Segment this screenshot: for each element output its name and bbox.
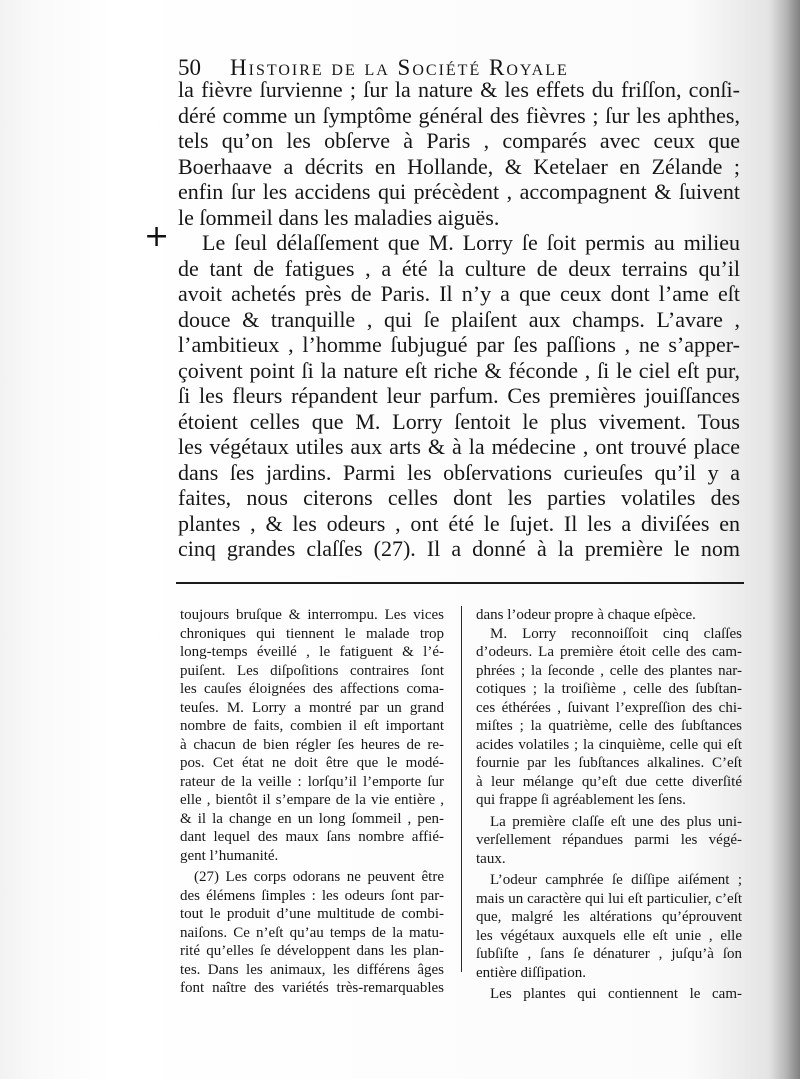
footnote-column-right [476, 606, 742, 1004]
footnote-line: acides volatiles ; la cinquième, celle qui eſt [476, 736, 742, 753]
footnote-line: teuſes. M. Lorry a montré par un grand [180, 699, 444, 716]
main-text-line: déré comme un ſymptôme général des fièvres ; ſur les aphthes, [178, 102, 740, 128]
footnote-line: d’odeurs. La première étoit celle des cam- [476, 644, 742, 660]
footnote-line: entière diſſipation. [476, 964, 586, 981]
footnote-line: & il la change en un long ſommeil , pen- [180, 810, 444, 827]
handwritten-cross-mark: + [144, 219, 170, 254]
footnote-line: fournie par les ſubſtances alkalines. C’eſt [476, 755, 742, 771]
footnote-separator-rule [176, 582, 744, 584]
main-text-line: de tant de fatigues , a été la culture de deux terrains qu’il [178, 255, 740, 281]
column-divider [461, 606, 462, 972]
main-text-line: cinq grandes claſſes (27). Il a donné à la première le nom [178, 536, 740, 561]
footnote-line: naiſons. Ce n’eſt qu’au temps de la matu- [180, 924, 444, 941]
footnote-line: taux. [476, 850, 506, 867]
main-text-line: enfin ſur les accidens qui précèdent , accompagnent & ſuivent [178, 179, 740, 204]
footnote-line: dans l’odeur propre à chaque eſpèce. [476, 607, 696, 623]
footnote-line: qui frappe ſi agréablement les ſens. [476, 792, 686, 808]
footnote-line: L’odeur camphrée ſe diſſipe aiſément ; [490, 872, 742, 888]
footnote-line: rateur de la veille : lorſqu’il l’emporte ſur [180, 773, 444, 790]
main-text-line: les végétaux utiles aux arts & à la médecine , ont trouvé place [178, 434, 740, 459]
footnote-line: chroniques qui tiennent le malade trop [180, 625, 444, 642]
footnote-line: tes. Dans les animaux, les différens âges [180, 961, 444, 978]
main-text-line: Le ſeul délaſſement que M. Lorry ſe ſoit permis au milieu [202, 230, 740, 255]
footnote-line: à chacun de bien régler ſes heures de re- [180, 736, 444, 753]
page-gutter-shadow [770, 0, 800, 1079]
footnote-line: La première claſſe eſt une des plus uni- [490, 813, 742, 830]
footnote-line: toujours bruſque & interrompu. Les vices [180, 607, 444, 623]
footnote-line: font naître des variétés très-remarquables [180, 980, 444, 996]
footnote-line: pos. Cet état ne doit être que le modé- [180, 755, 444, 771]
footnote-line: à leur mélange qu’eſt due cette diverſité [476, 773, 742, 790]
footnote-line: ſubſiſte , ſans ſe dénaturer , juſqu’à ſon [476, 946, 742, 962]
footnote-line: miſtes ; la quatrième, celle des ſubſtances [476, 718, 742, 734]
footnote-line: puiſent. Les diſpoſitions contraires ſont [180, 662, 444, 679]
main-text-line: dans ſes jardins. Parmi les obſervations curieuſes qu’il y a [178, 459, 740, 485]
footnote-line: elle , bientôt il s’empare de la vie entière , [180, 792, 444, 808]
main-text-line: le ſommeil dans les maladies aiguës. [178, 204, 500, 230]
footnote-line: cotiques ; la troiſième , celle des ſubſtan- [476, 681, 742, 697]
main-text-line: étoient celles que M. Lorry ſentoit le plus vivement. Tous [178, 408, 740, 434]
running-title: Histoire de la Société Royale [230, 55, 569, 80]
page-number: 50 [178, 55, 201, 80]
main-text-line: la fièvre ſurvienne ; ſur la nature & les effets du friſſon, conſi- [178, 77, 740, 102]
footnote-line: verſellement répandues parmi les végé- [476, 832, 742, 848]
footnote-line: dant lequel des maux ſans nombre affié- [180, 829, 444, 845]
footnote-line: les végétaux auxquels elle eſt unie , elle [476, 927, 742, 944]
main-text-line: l’ambitieux , l’homme ſubjugué par ſes paſſions , ne s’apper- [178, 332, 740, 357]
footnote-line: phrées ; la ſeconde , celle des plantes nar- [476, 662, 742, 679]
main-text-block [178, 77, 740, 562]
footnote-column-left [180, 606, 444, 998]
main-text-line: çoivent point ſi la nature eſt riche & féconde , ſi le ciel eſt pur, [178, 357, 740, 383]
main-text-line: avoit achetés près de Paris. Il n’y a que ceux dont l’ame eſt [178, 281, 740, 306]
main-text-line: plantes , & les odeurs , ont été le ſujet. Il les a diviſées en [178, 510, 740, 536]
footnote-line: tout le produit d’une multitude de combi- [180, 906, 444, 922]
footnote-line: mais un caractère qui lui eſt particulier, c’eſt [476, 890, 742, 907]
main-text-line: ſi les fleurs répandent leur parfum. Ces premières jouiſſances [178, 383, 740, 408]
footnote-line: M. Lorry reconnoiſſoit cinq claſſes [490, 625, 742, 642]
footnote-line: long-temps éveillé , le fatiguent & l’é- [180, 644, 444, 660]
main-text-line: douce & tranquille , qui ſe plaiſent aux champs. L’avare , [178, 306, 740, 332]
footnote-line: les cauſes éloignées des affections coma- [180, 681, 444, 697]
footnote-27-start: (27) Les corps odorans ne peuvent être [194, 869, 444, 885]
footnote-line: des élémens ſimples : les odeurs ſont par- [180, 887, 444, 904]
main-text-line: tels qu’on les obſerve à Paris , comparés avec ceux que [178, 128, 740, 153]
main-text-line: faites, nous citerons celles dont les parties volatiles des [178, 485, 740, 510]
footnote-line: Les plantes qui contiennent le cam- [490, 986, 742, 1002]
footnote-line: nombre de faits, combien il eſt important [180, 718, 444, 734]
footnote-line: gent l’humanité. [180, 847, 279, 864]
footnote-line: que, malgré les altérations qu’éprouvent [476, 909, 742, 925]
main-text-line: Boerhaave a décrits en Hollande, & Ketelaer en Zélande ; [178, 153, 740, 179]
footnote-line: rité qu’elles ſe développent dans les plan- [180, 943, 444, 959]
footnote-line: ces éthérées , ſuivant l’expreſſion des chi- [476, 699, 742, 716]
